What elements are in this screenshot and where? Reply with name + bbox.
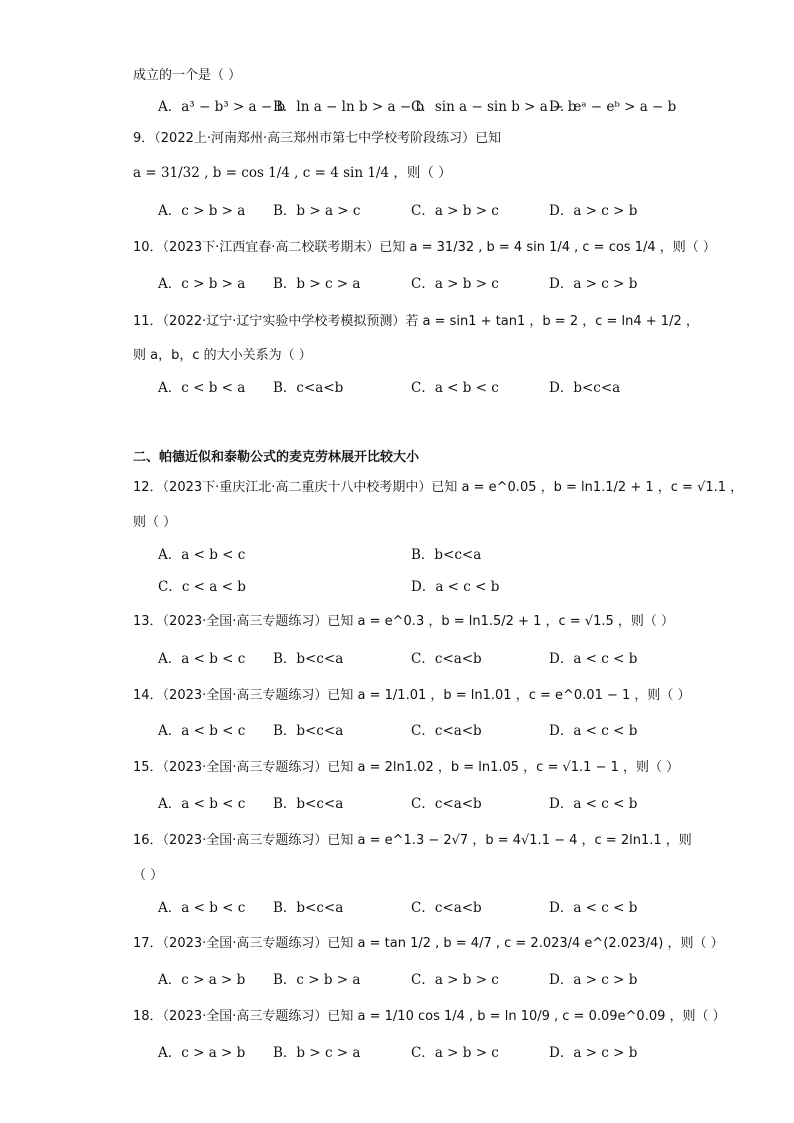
q12-stem: 12．（2023下·重庆江北·高二重庆十八中校考期中）已知 a = e^0.05 ，b = ln1.1/2 + 1 ，c = √1.1 ， (133, 480, 744, 495)
q18-option-a: A．c > a > b (158, 1045, 246, 1061)
q9-option-a: A．c > b > a (158, 203, 246, 219)
q13-option-b: B．b<c<a (273, 651, 344, 667)
q16-option-d: D．a < c < b (549, 900, 638, 916)
q16-option-a: A．a < b < c (158, 900, 246, 916)
q18-option-c: C．a > b > c (411, 1045, 499, 1061)
q11-option-a: A．c < b < a (158, 380, 246, 396)
q11-stem-line2: 则 a，b，c 的大小关系为（ ） (133, 348, 312, 363)
q11-stem: 11．（2022·辽宁·辽宁实验中学校考模拟预测）若 a = sin1 + tan1 ，b = 2 ，c = ln4 + 1/2 ， (133, 314, 699, 329)
q12-option-d: D．a < c < b (411, 579, 500, 595)
q17-option-d: D．a > c > b (549, 972, 638, 988)
q16-stem: 16．（2023·全国·高三专题练习）已知 a = e^1.3 − 2√7 ，b = 4√1.1 − 4 ，c = 2ln1.1 ，则 (133, 833, 692, 848)
q9-option-d: D．a > c > b (549, 203, 638, 219)
q8-option-c: C．sin a − sin b > a − b (411, 99, 577, 115)
q9-stem: 9．（2022上·河南郑州·高三郑州市第七中学校考阶段练习）已知 (133, 131, 502, 146)
q18-stem: 18．（2023·全国·高三专题练习）已知 a = 1/10 cos 1/4 , b = ln 10/9 , c = 0.09e^0.09 ，则（ ） (133, 1009, 726, 1024)
q15-option-d: D．a < c < b (549, 796, 638, 812)
q14-option-a: A．a < b < c (158, 723, 246, 739)
q9-option-c: C．a > b > c (411, 203, 499, 219)
q16-option-c: C．c<a<b (411, 900, 482, 916)
q9-expression: a = 31/32 , b = cos 1/4 , c = 4 sin 1/4 ，则（ ） (133, 165, 452, 181)
q15-stem: 15．（2023·全国·高三专题练习）已知 a = 2ln1.02 ，b = ln1.05 ，c = √1.1 − 1 ，则（ ） (133, 760, 680, 775)
q11-option-b: B．c<a<b (273, 380, 344, 396)
q10-option-c: C．a > b > c (411, 276, 499, 292)
q10-stem: 10．（2023下·江西宜春·高二校联考期末）已知 a = 31/32 , b = 4 sin 1/4 , c = cos 1/4 ，则（ ） (133, 240, 716, 255)
section-heading: 二、帕德近似和泰勒公式的麦克劳林展开比较大小 (133, 450, 420, 465)
q13-option-c: C．c<a<b (411, 651, 482, 667)
q8-option-a: A．a³ − b³ > a − b (158, 99, 286, 115)
q11-option-d: D．b<c<a (549, 380, 621, 396)
q14-option-d: D．a < c < b (549, 723, 638, 739)
q17-stem: 17．（2023·全国·高三专题练习）已知 a = tan 1/2 , b = 4/7 , c = 2.023/4 e^(2.023/4) ，则（ ） (133, 936, 724, 951)
q13-option-a: A．a < b < c (158, 651, 246, 667)
q8-option-d: D．eᵃ − eᵇ > a − b (549, 99, 677, 115)
q12-option-c: C．c < a < b (158, 579, 246, 595)
q12-option-a: A．a < b < c (158, 547, 246, 563)
q11-option-c: C．a < b < c (411, 380, 499, 396)
q15-option-c: C．c<a<b (411, 796, 482, 812)
q14-option-b: B．b<c<a (273, 723, 344, 739)
q18-option-d: D．a > c > b (549, 1045, 638, 1061)
q18-option-b: B．b > c > a (273, 1045, 361, 1061)
q13-stem: 13．（2023·全国·高三专题练习）已知 a = e^0.3 ，b = ln1.5/2 + 1 ，c = √1.5 ，则（ ） (133, 614, 675, 629)
q17-option-a: A．c > a > b (158, 972, 246, 988)
q10-option-b: B．b > c > a (273, 276, 361, 292)
q14-option-c: C．c<a<b (411, 723, 482, 739)
q13-option-d: D．a < c < b (549, 651, 638, 667)
q8-option-b: B．ln a − ln b > a − b (273, 99, 425, 115)
q15-option-b: B．b<c<a (273, 796, 344, 812)
q10-option-d: D．a > c > b (549, 276, 638, 292)
question-stem-continuation: 成立的一个是（ ） (133, 68, 242, 83)
q17-option-b: B．c > b > a (273, 972, 361, 988)
q14-stem: 14．（2023·全国·高三专题练习）已知 a = 1/1.01 ，b = ln1.01 ，c = e^0.01 − 1 ，则（ ） (133, 688, 691, 703)
q12-stem-line2: 则（ ） (133, 515, 177, 530)
q12-option-b: B．b<c<a (411, 547, 482, 563)
q9-option-b: B．b > a > c (273, 203, 361, 219)
q15-option-a: A．a < b < c (158, 796, 246, 812)
q10-option-a: A．c > b > a (158, 276, 246, 292)
q16-stem-line2: （ ） (133, 868, 164, 883)
q16-option-b: B．b<c<a (273, 900, 344, 916)
q17-option-c: C．a > b > c (411, 972, 499, 988)
